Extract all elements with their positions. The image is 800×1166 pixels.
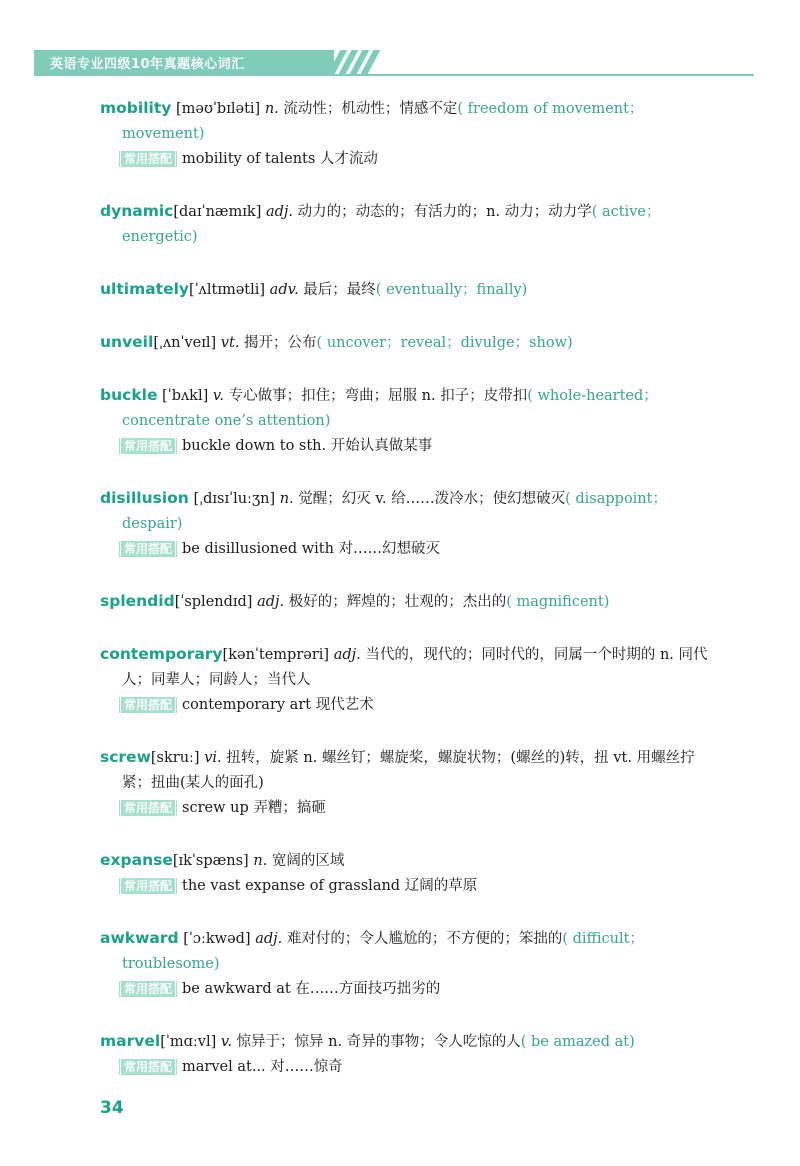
page-number: 34 [100, 1098, 124, 1118]
definition-line [100, 96, 722, 147]
collocation-line [100, 796, 722, 821]
header-title: 英语专业四级10年真题核心词汇 [50, 56, 245, 72]
collocation-text: marvel at... 对……惊奇 [182, 1059, 343, 1075]
synonyms: ( be amazed at) [520, 1034, 635, 1050]
pronunciation: [ˈsplendɪd] [174, 594, 258, 610]
headword: buckle [100, 386, 158, 404]
definition-line [100, 1029, 722, 1055]
chinese-definition: 觉醒；幻灭 v. 给……泼冷水；使幻想破灭 [293, 491, 566, 507]
collocation-line [100, 1055, 722, 1080]
vocab-entry [100, 745, 722, 821]
chinese-definition: 当代的，现代的；同时代的，同属一个时期的 n. 同代人；同辈人；同龄人；当代人 [122, 647, 708, 688]
vocab-entry [100, 199, 722, 250]
collocation-badge: 常用搭配 [118, 151, 178, 167]
synonyms: ( eventually；finally) [375, 282, 528, 298]
headword: expanse [100, 851, 173, 869]
synonyms: ( disappoint；despair) [122, 491, 667, 532]
part-of-speech: vi. [204, 750, 222, 766]
vocab-entry [100, 96, 722, 172]
definition-line [100, 330, 722, 356]
vocab-entry [100, 277, 722, 303]
headword: unveil [100, 333, 154, 351]
part-of-speech: n. [264, 101, 279, 117]
collocation-badge: 常用搭配 [118, 1059, 178, 1075]
chinese-definition: 专心做事；扣住；弯曲；屈服 n. 扣子；皮带扣 [223, 388, 528, 404]
collocation-line [100, 434, 722, 459]
chinese-definition: 动力的；动态的；有活力的；n. 动力；动力学 [293, 204, 592, 220]
collocation-badge: 常用搭配 [118, 541, 178, 557]
collocation-badge: 常用搭配 [118, 981, 178, 997]
chinese-definition: 极好的；辉煌的；壮观的；杰出的 [284, 594, 507, 610]
synonyms: ( whole-hearted；concentrate one’s attention) [122, 388, 658, 429]
part-of-speech: v. [212, 388, 224, 404]
pronunciation: [skruː] [150, 750, 205, 766]
chinese-definition: 流动性；机动性；情感不定 [278, 101, 458, 117]
chinese-definition: 宽阔的区域 [267, 853, 345, 869]
pronunciation: [ˌʌnˈveɪl] [153, 335, 221, 351]
definition-line [100, 848, 722, 874]
pronunciation: [ˌdɪsɪˈluːʒn] [188, 491, 280, 507]
vocab-entry [100, 642, 722, 718]
chinese-definition: 难对付的；令人尴尬的；不方便的；笨拙的 [282, 931, 563, 947]
headword: disillusion [100, 489, 189, 507]
pronunciation: [ˈmɑːvl] [160, 1034, 221, 1050]
collocation-text: mobility of talents 人才流动 [182, 151, 378, 167]
collocation-badge: 常用搭配 [118, 878, 178, 894]
collocation-line [100, 537, 722, 562]
definition-line [100, 486, 722, 537]
vocab-entry [100, 1029, 722, 1080]
part-of-speech: vt. [220, 335, 240, 351]
pronunciation: [ˈʌltɪmətli] [189, 282, 270, 298]
vocab-entry [100, 848, 722, 899]
definition-line [100, 277, 722, 303]
definition-line [100, 745, 722, 796]
definition-line [100, 589, 722, 615]
chinese-definition: 惊异于；惊异 n. 奇异的事物；令人吃惊的人 [231, 1034, 521, 1050]
chinese-definition: 最后；最终 [298, 282, 376, 298]
collocation-badge: 常用搭配 [118, 438, 178, 454]
header-bar [34, 50, 334, 74]
collocation-line [100, 147, 722, 172]
synonyms: ( magnificent) [506, 594, 610, 610]
vocab-entry [100, 383, 722, 459]
headword: mobility [100, 99, 172, 117]
part-of-speech: adj. [255, 931, 283, 947]
definition-line [100, 199, 722, 250]
pronunciation: [ˈɔːkwəd] [178, 931, 256, 947]
part-of-speech: adj. [265, 204, 294, 220]
collocation-line [100, 977, 722, 1002]
chinese-definition: 扭转，旋紧 n. 螺丝钉；螺旋桨，螺旋状物；(螺丝的)转，扭 vt. 用螺丝拧紧；扭曲(某人的面孔) [122, 750, 695, 791]
part-of-speech: v. [220, 1034, 232, 1050]
vocabulary-list [100, 96, 722, 1107]
collocation-badge: 常用搭配 [118, 697, 178, 713]
part-of-speech: adv. [269, 282, 299, 298]
collocation-text: be awkward at 在……方面技巧拙劣的 [182, 981, 441, 997]
vocab-entry [100, 926, 722, 1002]
collocation-text: be disillusioned with 对……幻想破灭 [182, 541, 441, 557]
part-of-speech: n. [279, 491, 294, 507]
collocation-text: contemporary art 现代艺术 [182, 697, 374, 713]
synonyms: ( uncover；reveal；divulge；show) [316, 335, 573, 351]
header-divider [34, 74, 754, 76]
vocab-entry [100, 330, 722, 356]
headword: splendid [100, 592, 175, 610]
headword: screw [100, 748, 151, 766]
synonyms: ( difficult；troublesome) [122, 931, 644, 972]
collocation-badge: 常用搭配 [118, 800, 178, 816]
vocab-entry [100, 486, 722, 562]
synonyms: ( freedom of movement；movement) [122, 101, 644, 142]
headword: dynamic [100, 202, 174, 220]
headword: marvel [100, 1032, 161, 1050]
collocation-text: screw up 弄糟；搞砸 [182, 800, 326, 816]
collocation-text: buckle down to sth. 开始认真做某事 [182, 438, 433, 454]
pronunciation: [ɪkˈspæns] [172, 853, 254, 869]
pronunciation: [daɪˈnæmɪk] [173, 204, 266, 220]
pronunciation: [məʊˈbɪləti] [171, 101, 265, 117]
header-stripes [334, 50, 378, 74]
definition-line [100, 926, 722, 977]
definition-line [100, 383, 722, 434]
headword: awkward [100, 929, 179, 947]
collocation-line [100, 874, 722, 899]
pronunciation: [ˈbʌkl] [157, 388, 213, 404]
part-of-speech: adj. [257, 594, 285, 610]
collocation-text: the vast expanse of grassland 辽阔的草原 [182, 878, 478, 894]
headword: ultimately [100, 280, 190, 298]
collocation-line [100, 693, 722, 718]
headword: contemporary [100, 645, 223, 663]
synonyms: ( active；energetic) [122, 204, 661, 245]
pronunciation: [kənˈtemprəri] [222, 647, 334, 663]
vocab-entry [100, 589, 722, 615]
part-of-speech: n. [253, 853, 268, 869]
part-of-speech: adj. [333, 647, 361, 663]
chinese-definition: 揭开；公布 [239, 335, 317, 351]
definition-line [100, 642, 722, 693]
